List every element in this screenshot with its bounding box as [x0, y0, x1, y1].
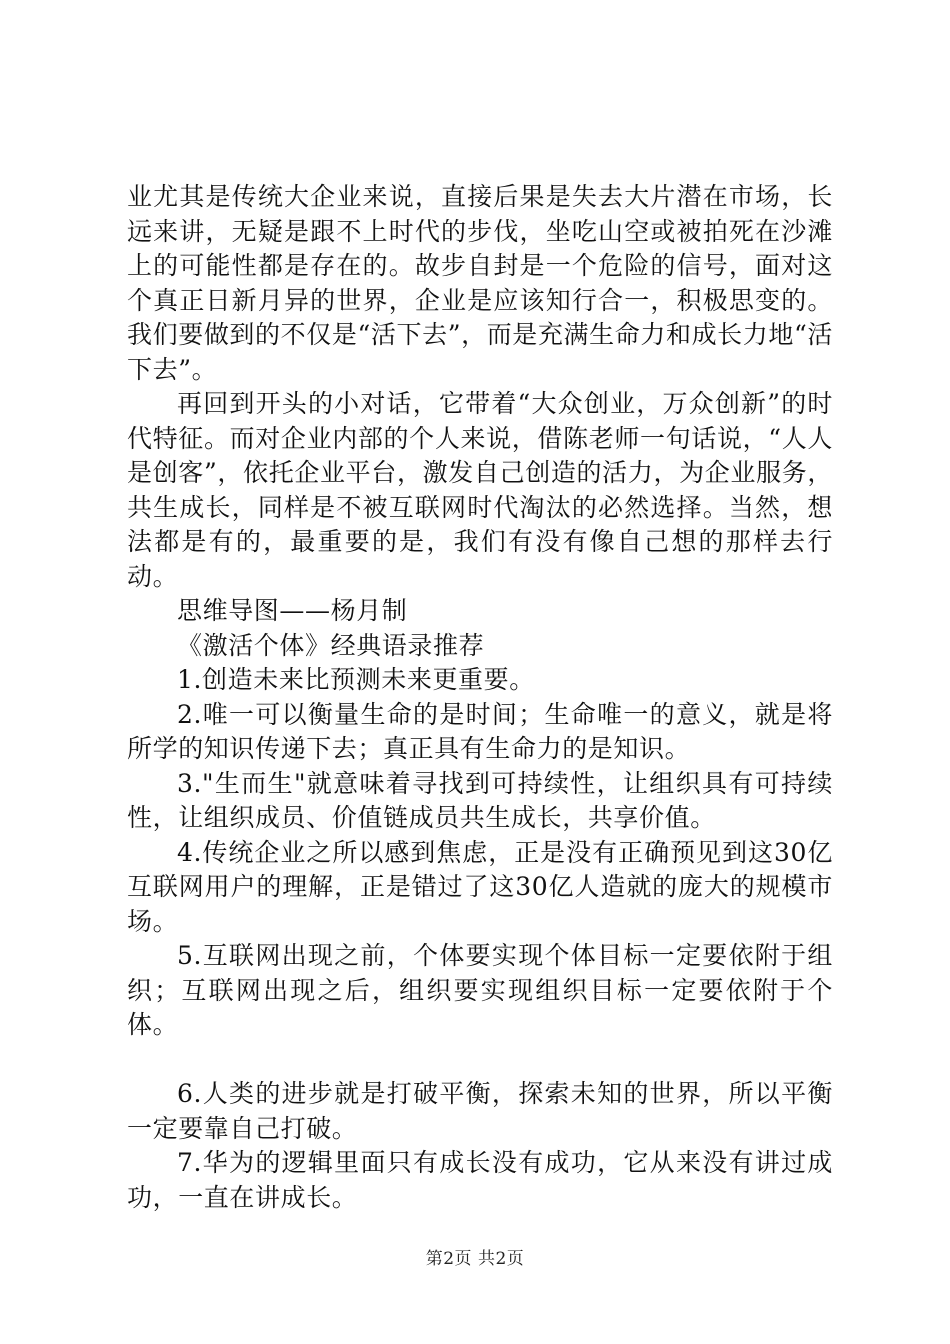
quote-item-2: 2.唯一可以衡量生命的是时间；生命唯一的意义，就是将所学的知识传递下去；真正具有生命力的是知识。	[127, 699, 833, 763]
page-number-footer: 第2页 共2页	[425, 1249, 525, 1269]
quote-item-6: 6.人类的进步就是打破平衡，探索未知的世界，所以平衡一定要靠自己打破。	[127, 1079, 833, 1143]
quote-item-5: 5.互联网出现之前，个体要实现个体目标一定要依附于组织；互联网出现之后，组织要实现组织目标一定要依附于个体。	[127, 941, 833, 1039]
quote-item-3: 3."生而生"就意味着寻找到可持续性，让组织具有可持续性，让组织成员、价值链成员共生成长，共享价值。	[127, 768, 833, 832]
quote-item-7: 7.华为的逻辑里面只有成长没有成功，它从来没有讲过成功，一直在讲成长。	[127, 1148, 833, 1212]
quote-item-1: 1.创造未来比预测未来更重要。	[177, 665, 535, 694]
paragraph-reflection: 再回到开头的小对话，它带着“大众创业，万众创新”的时代特征。而对企业内部的个人来说，借陈老师一句话说，“人人是创客”，依托企业平台，激发自己创造的活力，为企业服务，共生成长，同样是不被互联网时代淘汰的必然选择。当然，想法都是有的，最重要的是，我们有没有像自己想的那样去行动。	[127, 389, 833, 591]
paragraph-continuation: 业尤其是传统大企业来说，直接后果是失去大片潜在市场，长远来讲，无疑是跟不上时代的步伐，坐吃山空或被拍死在沙滩上的可能性都是存在的。故步自封是一个危险的信号，面对这个真正日新月异的世界，企业是应该知行合一，积极思变的。我们要做到的不仅是“活下去”，而是充满生命力和成长力地“活下去”。	[127, 182, 833, 384]
document-body	[127, 180, 833, 1215]
quote-item-4: 4.传统企业之所以感到焦虑，正是没有正确预见到这30亿互联网用户的理解，正是错过了这30亿人造就的庞大的规模市场。	[127, 837, 833, 936]
mind-map-credit: 思维导图——杨月制	[177, 596, 408, 625]
quotes-heading: 《激活个体》经典语录推荐	[177, 630, 485, 660]
blank-line	[127, 1043, 833, 1078]
